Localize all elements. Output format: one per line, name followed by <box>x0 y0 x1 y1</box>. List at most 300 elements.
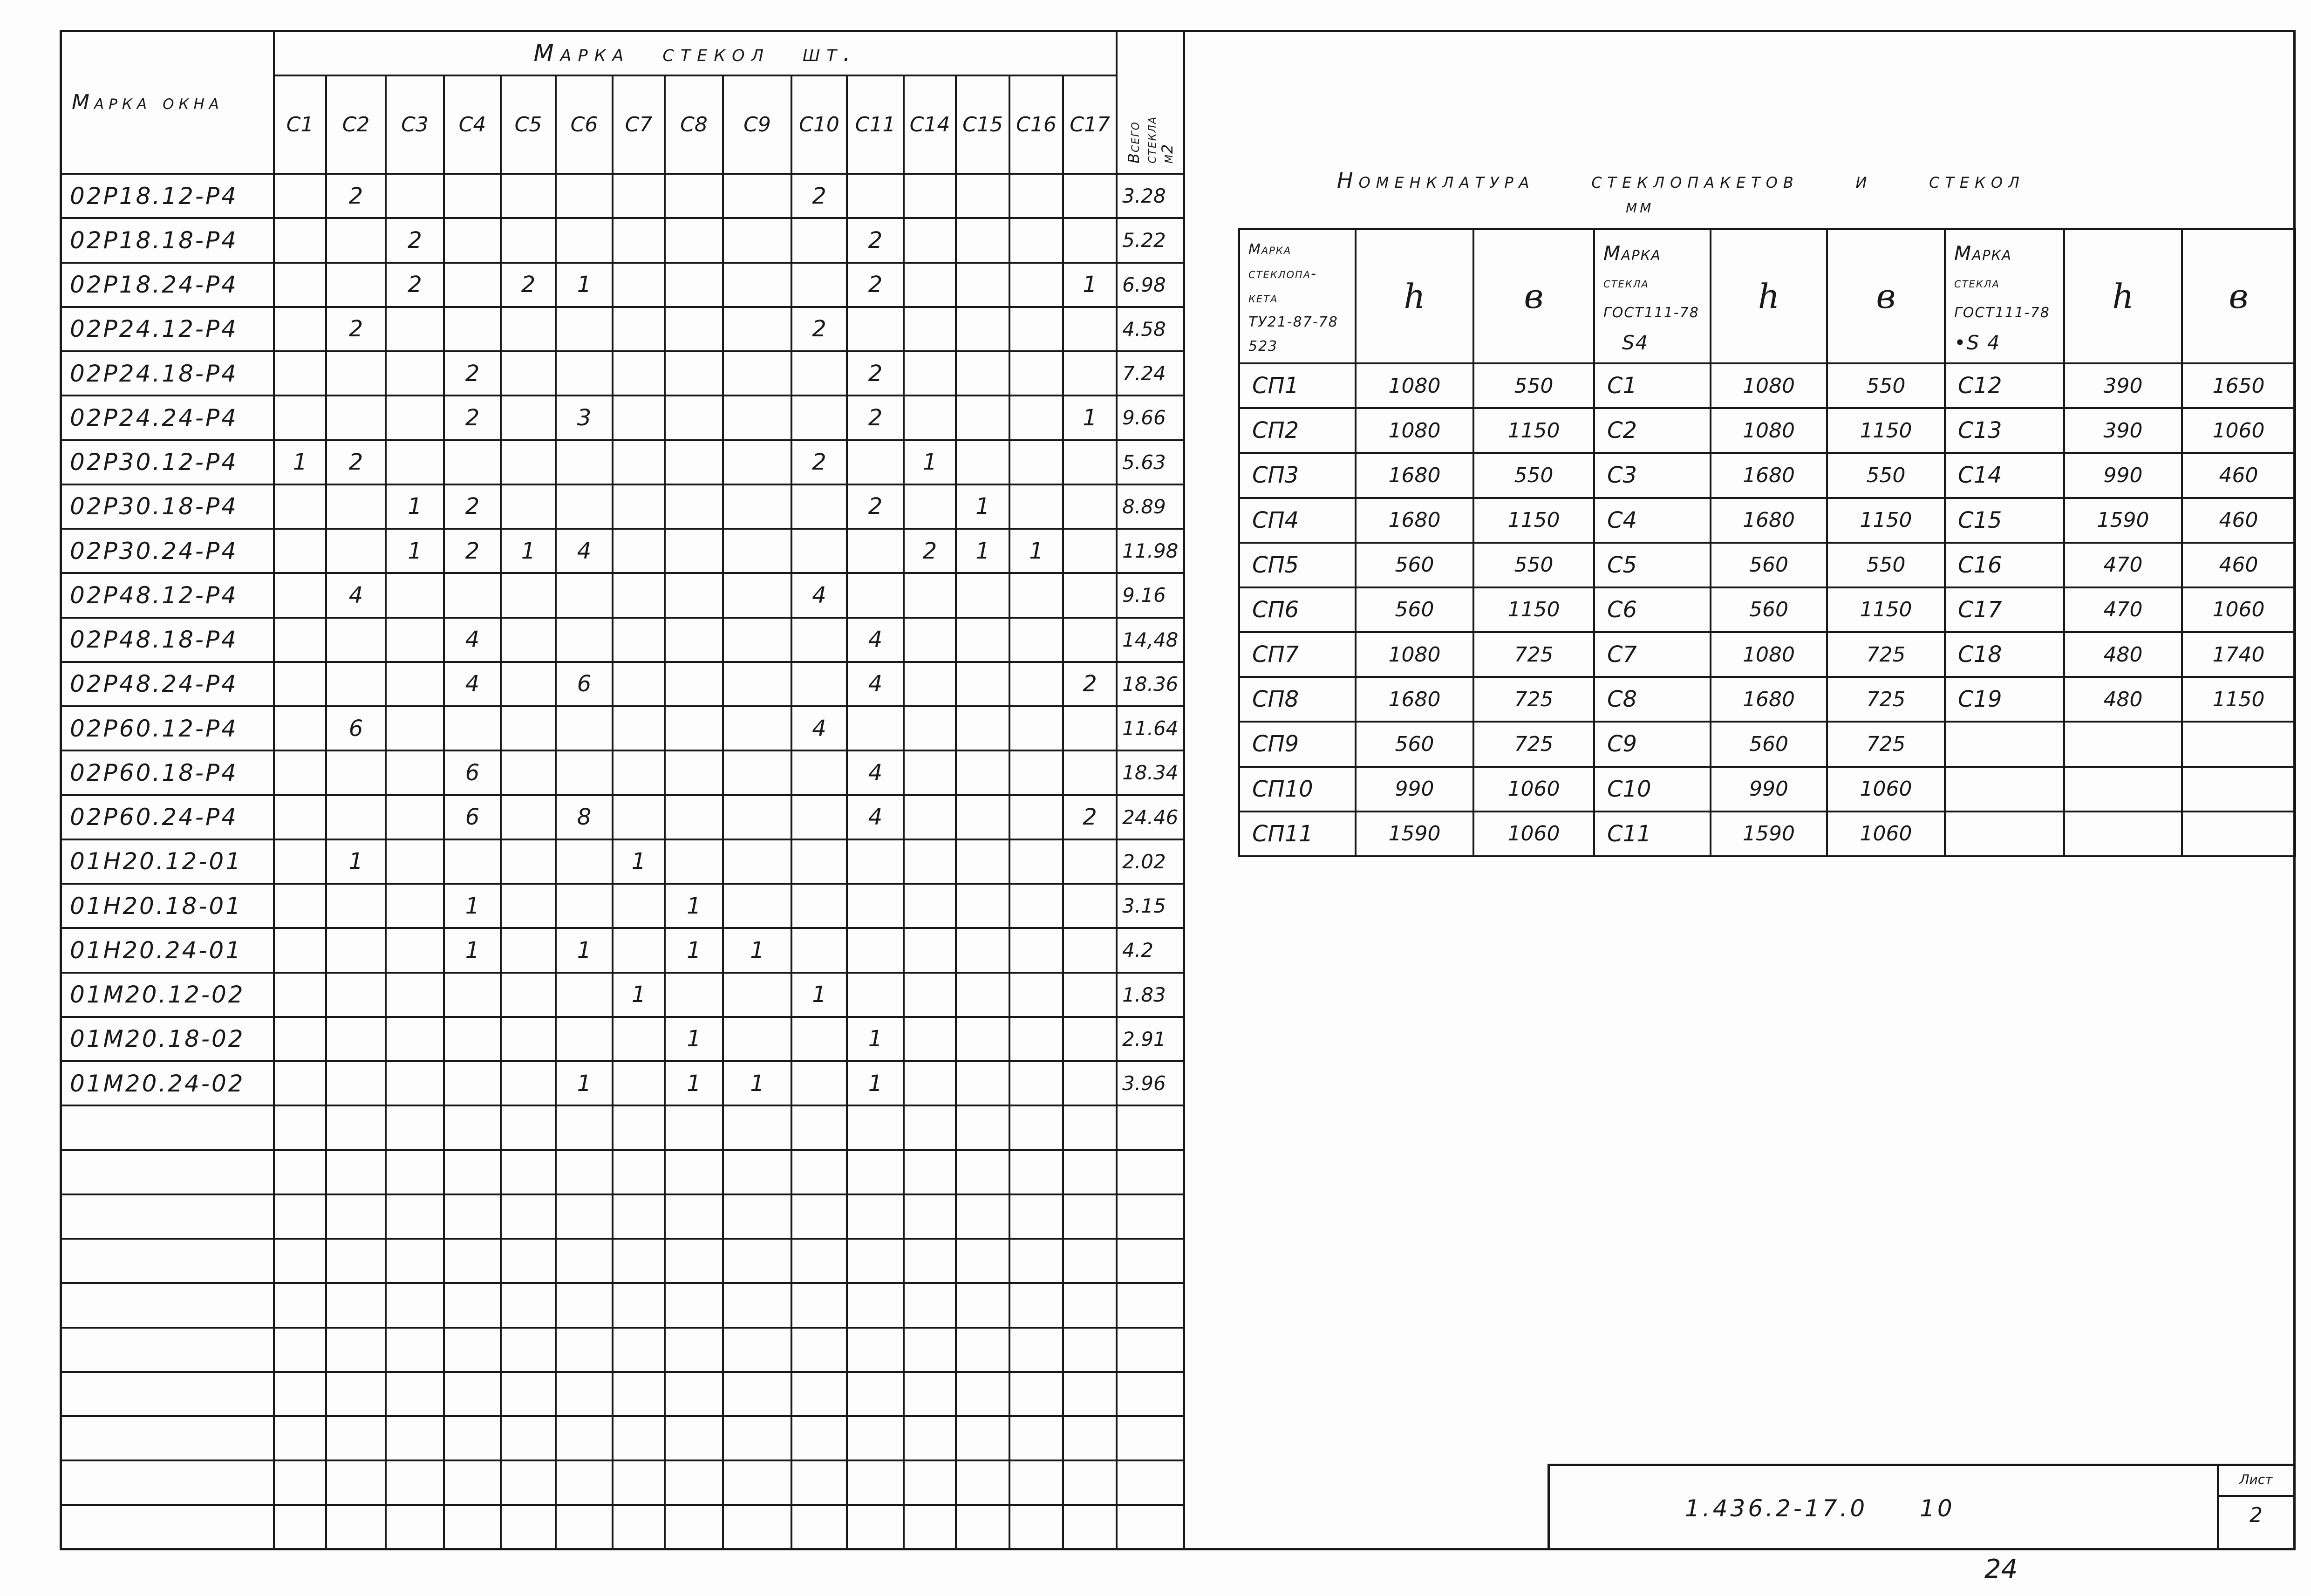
glass-count-cell <box>1063 839 1117 884</box>
blank-row <box>61 1505 1184 1550</box>
glass-count-cell <box>847 973 904 1017</box>
blank-cell <box>556 1505 613 1550</box>
glass-total-cell: 1.83 <box>1117 973 1184 1017</box>
glass-count-cell <box>1009 973 1063 1017</box>
package-b-cell: 550 <box>1473 453 1594 498</box>
glass-count-cell <box>791 484 847 529</box>
blank-cell <box>326 1239 386 1283</box>
glass-count-cell: 1 <box>847 1017 904 1061</box>
glass-count-cell <box>556 973 613 1017</box>
header-line: кета <box>1248 290 1278 306</box>
blank-row <box>61 1239 1184 1283</box>
glass-b-cell: 1060 <box>2182 408 2295 453</box>
glass-count-cell <box>274 618 326 662</box>
header-line: стекла <box>1954 275 2000 291</box>
blank-cell <box>1009 1416 1063 1460</box>
blank-cell <box>444 1105 501 1150</box>
glass-h-cell: 480 <box>2064 677 2182 722</box>
blank-cell <box>61 1105 274 1150</box>
package-b-cell: 550 <box>1473 363 1594 408</box>
package-mark-cell: СП1 <box>1239 363 1356 408</box>
blank-cell <box>847 1460 904 1505</box>
header-line: Марка <box>1954 242 2012 265</box>
glass-total-cell: 11.64 <box>1117 706 1184 750</box>
glass-count-cell <box>665 618 723 662</box>
glass-count-cell <box>904 351 956 396</box>
blank-cell <box>723 1105 791 1150</box>
window-mark-cell: 02Р24.24-Р4 <box>61 396 274 440</box>
glass-count-cell: 2 <box>501 263 556 307</box>
blank-cell <box>613 1194 665 1239</box>
glass-count-cell <box>274 706 326 750</box>
blank-cell <box>1117 1194 1184 1239</box>
glass-count-cell <box>904 484 956 529</box>
glass-column-header: С4 <box>444 75 501 174</box>
glass-h-cell: 1080 <box>1711 363 1827 408</box>
blank-cell <box>274 1283 326 1327</box>
blank-cell <box>61 1194 274 1239</box>
nomenclature-row <box>1239 812 2295 856</box>
glass-count-cell <box>556 618 613 662</box>
glass-count-cell <box>847 573 904 617</box>
glass-count-cell <box>386 795 444 839</box>
glass-count-cell: 4 <box>326 573 386 617</box>
package-h-cell: 1080 <box>1356 408 1473 453</box>
glass-column-header: С3 <box>386 75 444 174</box>
glass-count-cell <box>904 928 956 972</box>
blank-cell <box>326 1460 386 1505</box>
blank-cell <box>444 1283 501 1327</box>
glass-count-cell: 1 <box>665 884 723 928</box>
blank-cell <box>665 1150 723 1194</box>
glass-count-cell <box>904 662 956 706</box>
glass-count-cell <box>613 928 665 972</box>
glass-count-cell <box>613 884 665 928</box>
glass-count-cell <box>1009 662 1063 706</box>
nomenclature-row <box>1239 632 2295 677</box>
glass-count-cell <box>1009 174 1063 218</box>
glass-count-cell <box>386 396 444 440</box>
glass-count-cell <box>904 1017 956 1061</box>
glass-count-cell <box>847 839 904 884</box>
glass-count-cell <box>1063 529 1117 573</box>
glass-count-cell <box>904 307 956 351</box>
glass-count-cell <box>904 973 956 1017</box>
glass-count-cell: 3 <box>556 396 613 440</box>
glass-total-cell: 9.66 <box>1117 396 1184 440</box>
glass-count-cell <box>1063 884 1117 928</box>
window-glass-table <box>60 30 1185 1550</box>
blank-row <box>61 1460 1184 1505</box>
glass-count-cell <box>444 263 501 307</box>
package-b-cell: 1150 <box>1473 408 1594 453</box>
blank-cell <box>665 1460 723 1505</box>
blank-cell <box>501 1194 556 1239</box>
blank-cell <box>1117 1239 1184 1283</box>
nomenclature-rows <box>1239 363 2295 856</box>
glass-count-cell: 2 <box>791 307 847 351</box>
glass-count-cell <box>326 484 386 529</box>
glass-count-cell <box>386 618 444 662</box>
blank-cell <box>613 1283 665 1327</box>
blank-cell <box>1009 1328 1063 1372</box>
nomenclature-unit: мм <box>1626 196 1654 217</box>
blank-cell <box>386 1328 444 1372</box>
blank-cell <box>61 1328 274 1372</box>
glass-mark-cell: С17 <box>1945 587 2064 632</box>
blank-cell <box>791 1105 847 1150</box>
glass-total-header-text <box>1125 116 1176 164</box>
glass-count-cell: 1 <box>326 839 386 884</box>
glass-h-cell: 560 <box>1711 722 1827 766</box>
blank-cell <box>1063 1194 1117 1239</box>
glass-count-cell <box>613 1017 665 1061</box>
glass-count-cell <box>556 706 613 750</box>
blank-cell <box>1009 1505 1063 1550</box>
glass-count-cell: 2 <box>791 440 847 484</box>
package-mark-cell: СП7 <box>1239 632 1356 677</box>
header-line: ТУ21-87-78 <box>1248 314 1338 330</box>
glass-count-cell <box>956 174 1009 218</box>
header-line: Марка <box>1603 242 1661 265</box>
glass-h-cell: 560 <box>1711 543 1827 587</box>
glass-count-cell <box>791 662 847 706</box>
blank-cell <box>847 1150 904 1194</box>
blank-cell <box>723 1194 791 1239</box>
window-row <box>61 396 1184 440</box>
blank-cell <box>847 1328 904 1372</box>
glass-count-cell: 8 <box>556 795 613 839</box>
glass-count-cell <box>613 440 665 484</box>
nomenclature-row <box>1239 722 2295 766</box>
title-block-divider <box>2217 1466 2219 1548</box>
nomenclature-row <box>1239 677 2295 722</box>
blank-cell <box>501 1328 556 1372</box>
glass-mark-cell: С8 <box>1594 677 1711 722</box>
glass-count-cell <box>665 662 723 706</box>
blank-cell <box>444 1194 501 1239</box>
blank-cell <box>791 1239 847 1283</box>
glass-count-cell <box>956 440 1009 484</box>
glass-count-cell: 4 <box>847 795 904 839</box>
glass-count-cell: 1 <box>956 484 1009 529</box>
glass-count-cell <box>556 351 613 396</box>
glass-b-cell: 1060 <box>1827 812 1945 856</box>
glass-h-cell: 470 <box>2064 587 2182 632</box>
glass-b-cell: 1150 <box>2182 677 2295 722</box>
blank-cell <box>904 1416 956 1460</box>
glass-h-cell: 390 <box>2064 363 2182 408</box>
glass-count-cell: 4 <box>847 618 904 662</box>
glass-count-cell <box>501 618 556 662</box>
glass-count-cell <box>556 573 613 617</box>
blank-cell <box>386 1150 444 1194</box>
glass-count-cell <box>723 750 791 795</box>
glass-count-cell: 2 <box>326 440 386 484</box>
blank-cell <box>723 1505 791 1550</box>
glass-count-cell: 1 <box>723 928 791 972</box>
glass-count-cell: 1 <box>501 529 556 573</box>
glass-count-cell <box>665 529 723 573</box>
blank-cell <box>386 1372 444 1416</box>
glass-count-cell <box>501 1017 556 1061</box>
glass-count-cell <box>1063 484 1117 529</box>
blank-cell <box>1063 1416 1117 1460</box>
blank-cell <box>326 1416 386 1460</box>
blank-cell <box>956 1460 1009 1505</box>
glass-count-cell <box>326 218 386 262</box>
blank-cell <box>847 1283 904 1327</box>
glass-count-cell: 6 <box>556 662 613 706</box>
window-row <box>61 529 1184 573</box>
glass-count-cell <box>1063 573 1117 617</box>
glass-mark-cell: С13 <box>1945 408 2064 453</box>
glass-count-cell <box>556 307 613 351</box>
blank-cell <box>723 1328 791 1372</box>
glass-count-cell <box>444 218 501 262</box>
glass-count-cell: 2 <box>444 396 501 440</box>
blank-cell <box>613 1239 665 1283</box>
blank-cell <box>723 1283 791 1327</box>
glass-total-cell: 3.28 <box>1117 174 1184 218</box>
glass-count-cell <box>613 351 665 396</box>
window-row <box>61 351 1184 396</box>
glass-count-cell <box>665 174 723 218</box>
glass-count-cell <box>956 618 1009 662</box>
blank-cell <box>904 1150 956 1194</box>
blank-cell <box>1117 1283 1184 1327</box>
glass-count-cell <box>386 884 444 928</box>
blank-cell <box>61 1283 274 1327</box>
glass-count-cell <box>613 263 665 307</box>
glass-count-cell: 4 <box>444 662 501 706</box>
glass-count-cell <box>501 396 556 440</box>
package-h-cell: 1590 <box>1356 812 1473 856</box>
glass-count-cell <box>501 662 556 706</box>
glass-count-cell <box>1009 706 1063 750</box>
glass-count-cell <box>326 396 386 440</box>
glass-total-cell: 3.15 <box>1117 884 1184 928</box>
blank-cell <box>956 1239 1009 1283</box>
blank-cell <box>274 1416 326 1460</box>
nomenclature-row <box>1239 767 2295 812</box>
blank-cell <box>665 1505 723 1550</box>
window-mark-cell: 01М20.12-02 <box>61 973 274 1017</box>
glass-count-cell <box>904 1061 956 1105</box>
glass-count-cell <box>723 884 791 928</box>
blank-cell <box>1063 1105 1117 1150</box>
glass-count-cell <box>847 529 904 573</box>
glass-count-cell <box>274 928 326 972</box>
glass-count-cell <box>386 1061 444 1105</box>
glass-count-cell <box>723 839 791 884</box>
document-code: 1.436.2-17.0 10 <box>1685 1495 1955 1522</box>
glass-mark-cell: С15 <box>1945 498 2064 543</box>
blank-cell <box>1009 1372 1063 1416</box>
glass-column-header: С6 <box>556 75 613 174</box>
glass-count-cell <box>501 973 556 1017</box>
glass-mark-cell: С14 <box>1945 453 2064 498</box>
window-mark-cell: 02Р48.24-Р4 <box>61 662 274 706</box>
blank-cell <box>1063 1505 1117 1550</box>
glass-count-cell <box>723 307 791 351</box>
glass-count-cell <box>326 795 386 839</box>
package-mark-cell: СП11 <box>1239 812 1356 856</box>
glass-count-cell <box>326 529 386 573</box>
glass-column-header: С2 <box>326 75 386 174</box>
glass-mark-cell: С11 <box>1594 812 1711 856</box>
blank-cell <box>1063 1239 1117 1283</box>
blank-cell <box>326 1283 386 1327</box>
glass-count-cell <box>665 218 723 262</box>
blank-cell <box>791 1505 847 1550</box>
blank-cell <box>1117 1460 1184 1505</box>
blank-cell <box>1009 1460 1063 1505</box>
nomenclature-table <box>1238 228 2296 857</box>
glass-count-cell <box>723 484 791 529</box>
glass-count-cell <box>956 928 1009 972</box>
blank-cell <box>847 1105 904 1150</box>
glass-count-cell: 2 <box>444 484 501 529</box>
blank-cell <box>444 1505 501 1550</box>
window-mark-cell: 02Р60.24-Р4 <box>61 795 274 839</box>
title-block <box>1547 1464 2296 1550</box>
glass-count-cell: 4 <box>847 662 904 706</box>
glass-count-cell: 1 <box>1009 529 1063 573</box>
glass-h-cell: 990 <box>1711 767 1827 812</box>
glass-h-cell: 480 <box>2064 632 2182 677</box>
glass-h-cell <box>2064 722 2182 766</box>
glass-count-cell: 2 <box>847 396 904 440</box>
window-row <box>61 307 1184 351</box>
glass-count-cell <box>956 573 1009 617</box>
window-mark-cell: 02Р18.12-Р4 <box>61 174 274 218</box>
glass-count-cell <box>274 1061 326 1105</box>
title-block-divider <box>2217 1495 2293 1497</box>
glass-b-cell: 1740 <box>2182 632 2295 677</box>
package-b-cell: 725 <box>1473 722 1594 766</box>
glass-count-cell <box>1009 218 1063 262</box>
glass-count-cell <box>665 484 723 529</box>
nomenclature-title: Номенклатура стеклопакетов и стекол <box>1337 168 2025 193</box>
blank-cell <box>791 1416 847 1460</box>
header-line: Всего <box>1125 121 1143 164</box>
glass-count-cell <box>613 218 665 262</box>
glass-count-cell <box>444 174 501 218</box>
blank-cell <box>791 1283 847 1327</box>
glass-count-cell <box>791 1061 847 1105</box>
package-h-cell: 560 <box>1356 587 1473 632</box>
glass-count-cell <box>1009 839 1063 884</box>
glass-count-cell <box>723 263 791 307</box>
glass-count-cell <box>326 351 386 396</box>
blank-row <box>61 1372 1184 1416</box>
glass-count-cell <box>904 396 956 440</box>
glass-count-cell <box>956 750 1009 795</box>
blank-cell <box>386 1505 444 1550</box>
blank-cell <box>665 1372 723 1416</box>
glass-count-cell: 2 <box>847 263 904 307</box>
glass-count-cell <box>956 662 1009 706</box>
glass-total-cell: 18.34 <box>1117 750 1184 795</box>
window-row <box>61 662 1184 706</box>
glass-count-cell <box>501 1061 556 1105</box>
glass-count-cell <box>665 973 723 1017</box>
package-mark-header <box>1239 229 1356 363</box>
glass-total-cell: 3.96 <box>1117 1061 1184 1105</box>
glass-b-cell: 1150 <box>1827 408 1945 453</box>
glass-count-cell: 1 <box>723 1061 791 1105</box>
glass-mark-cell: С19 <box>1945 677 2064 722</box>
glass-count-cell <box>904 263 956 307</box>
glass-total-cell: 18.36 <box>1117 662 1184 706</box>
glass-count-cell <box>1063 440 1117 484</box>
glass-b-cell: 460 <box>2182 543 2295 587</box>
glass-count-cell <box>274 884 326 928</box>
glass-count-cell <box>1009 484 1063 529</box>
blank-cell <box>386 1239 444 1283</box>
blank-cell <box>61 1505 274 1550</box>
glass-count-cell <box>444 973 501 1017</box>
glass-count-cell: 1 <box>556 928 613 972</box>
blank-cell <box>665 1239 723 1283</box>
glass-count-cell: 1 <box>556 1061 613 1105</box>
glass-count-cell <box>847 884 904 928</box>
glass-count-cell <box>501 706 556 750</box>
blank-cell <box>904 1460 956 1505</box>
blank-cell <box>274 1460 326 1505</box>
glass-count-cell <box>723 218 791 262</box>
blank-row <box>61 1150 1184 1194</box>
window-rows <box>61 174 1184 1549</box>
glass-total-cell: 4.58 <box>1117 307 1184 351</box>
blank-cell <box>1063 1283 1117 1327</box>
glass-count-cell <box>556 440 613 484</box>
glass-h-cell: 1080 <box>1711 408 1827 453</box>
glass-count-cell <box>386 1017 444 1061</box>
glass-count-cell <box>791 618 847 662</box>
glass-mark-cell: С4 <box>1594 498 1711 543</box>
glass-h-cell <box>2064 767 2182 812</box>
glass-count-cell <box>556 839 613 884</box>
glass-count-cell <box>904 218 956 262</box>
glass-count-cell <box>613 750 665 795</box>
glass-count-cell <box>556 1017 613 1061</box>
glass-count-cell <box>956 1017 1009 1061</box>
blank-cell <box>386 1283 444 1327</box>
blank-cell <box>274 1105 326 1150</box>
glass-mark-cell <box>1945 767 2064 812</box>
window-row <box>61 839 1184 884</box>
window-mark-header: Марка окна <box>61 31 274 174</box>
blank-cell <box>501 1150 556 1194</box>
glass-count-cell <box>1009 618 1063 662</box>
glass-count-cell <box>791 529 847 573</box>
glass-count-cell <box>723 573 791 617</box>
glass-column-header: С11 <box>847 75 904 174</box>
glass-count-cell: 6 <box>444 795 501 839</box>
sheet-number: 2 <box>2250 1503 2263 1527</box>
header-line: стекла <box>1141 116 1159 164</box>
blank-cell <box>904 1283 956 1327</box>
window-mark-cell: 01Н20.24-01 <box>61 928 274 972</box>
blank-cell <box>274 1372 326 1416</box>
blank-cell <box>847 1416 904 1460</box>
glass-count-cell <box>665 573 723 617</box>
glass-count-cell <box>501 484 556 529</box>
window-row <box>61 928 1184 972</box>
glass-mark-cell <box>1945 812 2064 856</box>
